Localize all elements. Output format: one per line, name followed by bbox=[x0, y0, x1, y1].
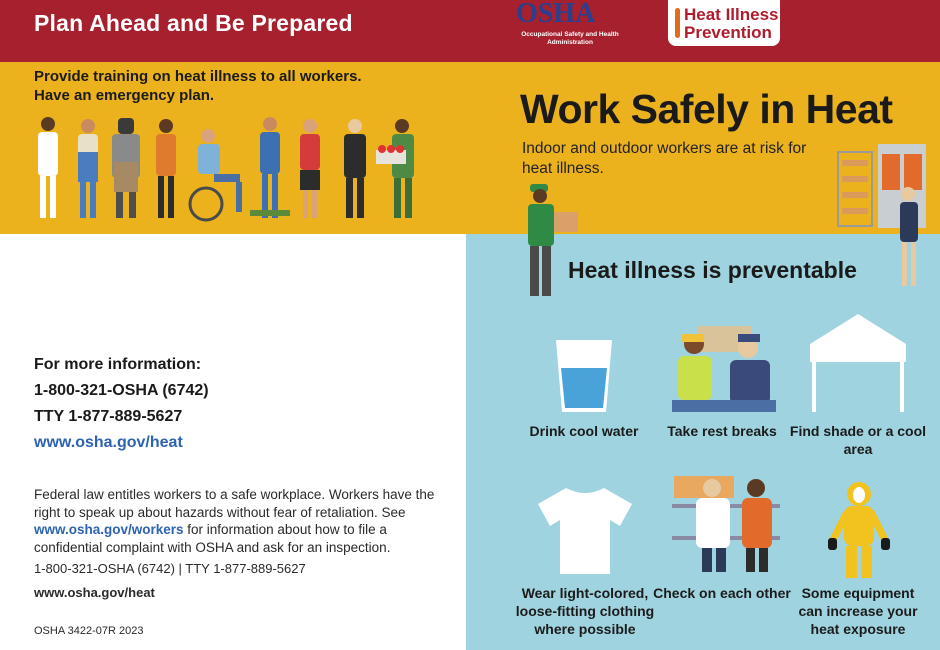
legal-paragraph bbox=[34, 486, 444, 556]
legal-text-before: Federal law entitles workers to a safe workplace. Workers have the right to speak up about hazards without fear of retaliation. See bbox=[34, 487, 435, 520]
document-id: OSHA 3422-07R 2023 bbox=[34, 625, 144, 637]
water-glass-icon bbox=[552, 338, 616, 414]
osha-logo-subtitle: Occupational Safety and Health Administration bbox=[521, 31, 619, 46]
top-banner bbox=[0, 0, 940, 62]
delivery-worker-illustration bbox=[520, 182, 584, 302]
intro-text bbox=[34, 67, 362, 105]
badge-line-2: Prevention bbox=[684, 23, 772, 42]
contact-heading: For more information: bbox=[34, 356, 202, 373]
workers-illustration bbox=[30, 112, 430, 228]
legal-link[interactable]: www.osha.gov/heat bbox=[34, 585, 155, 600]
thermometer-icon bbox=[675, 8, 680, 38]
contact-link[interactable]: www.osha.gov/heat bbox=[34, 434, 183, 451]
osha-logo-word: OSHA bbox=[516, 0, 596, 29]
banner-title: Plan Ahead and Be Prepared bbox=[34, 10, 353, 36]
tip-label: Wear light-colored, loose-fitting clothing where possible bbox=[515, 585, 655, 637]
intro-line-1: Provide training on heat illness to all workers. bbox=[34, 68, 362, 85]
tip-label: Some equipment can increase your heat exposure bbox=[798, 585, 918, 637]
contact-tty: TTY 1-877-889-5627 bbox=[34, 408, 183, 425]
tip-label: Drink cool water bbox=[529, 423, 639, 439]
intro-line-2: Have an emergency plan. bbox=[34, 87, 215, 104]
badge-line-1: Heat Illness bbox=[684, 5, 779, 24]
headline-subtitle: Indoor and outdoor workers are at risk for heat illness. bbox=[522, 140, 807, 177]
canopy-tent-icon bbox=[808, 312, 908, 414]
tip-label: Find shade or a cool area bbox=[789, 423, 927, 457]
workers-link[interactable]: www.osha.gov/workers bbox=[34, 522, 184, 537]
contact-phone: 1-800-321-OSHA (6742) bbox=[34, 382, 209, 399]
heat-illness-prevention-badge bbox=[668, 0, 780, 46]
t-shirt-icon bbox=[536, 486, 634, 576]
coworkers-icon bbox=[672, 474, 780, 574]
osha-logo bbox=[516, 0, 620, 52]
resting-workers-icon bbox=[668, 326, 778, 416]
tip-label: Take rest breaks bbox=[667, 423, 777, 439]
protective-suit-icon bbox=[826, 480, 892, 580]
badge-text bbox=[684, 6, 779, 42]
contact-info bbox=[34, 352, 209, 456]
legal-phone-line: 1-800-321-OSHA (6742) | TTY 1-877-889-5627 bbox=[34, 561, 306, 576]
preventable-title: Heat illness is preventable bbox=[568, 257, 857, 283]
tip-label: Check on each other bbox=[653, 585, 791, 601]
page-headline: Work Safely in Heat bbox=[520, 86, 893, 132]
legal-text-after: for information about how to file a confidential complaint with OSHA and ask for an inspection. bbox=[34, 522, 391, 555]
